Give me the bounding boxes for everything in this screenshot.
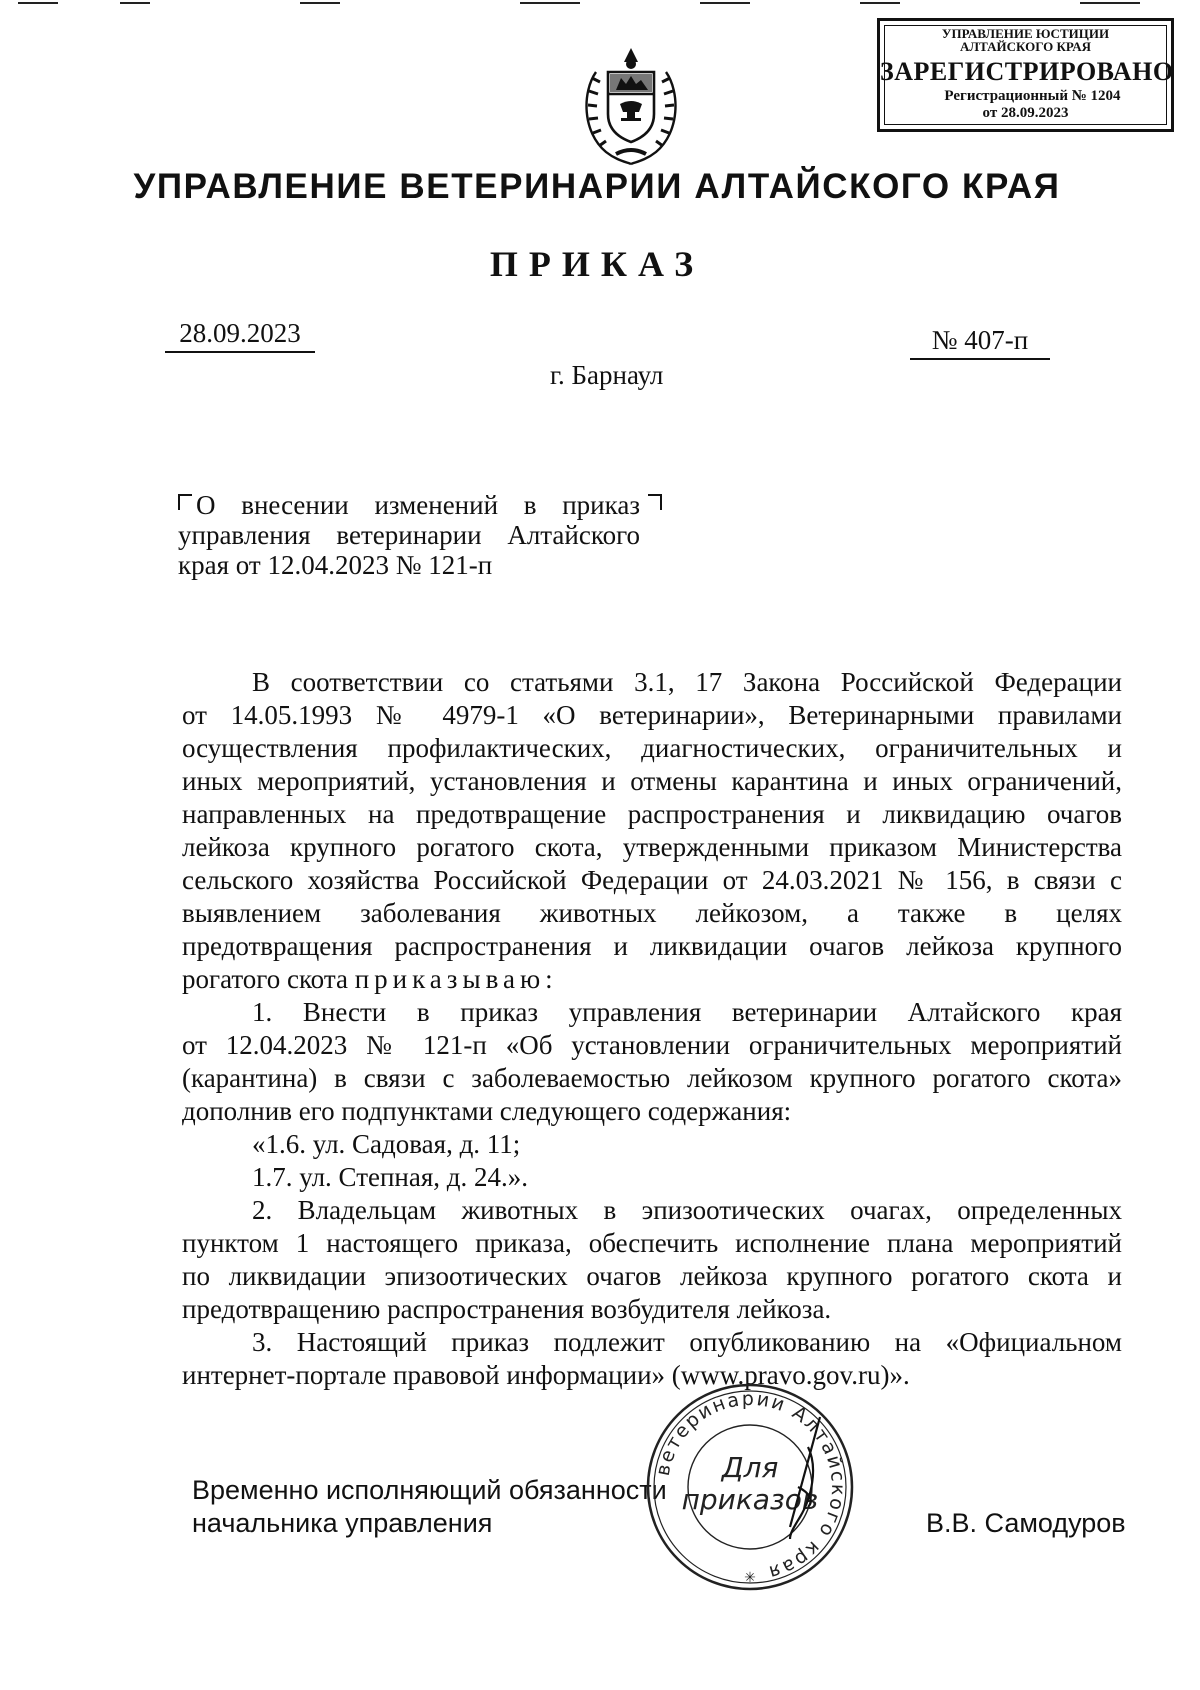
preamble-line: осуществления профилактических, диагностических, ограничительных и bbox=[182, 733, 1122, 763]
registration-status: ЗАРЕГИСТРИРОВАНО bbox=[880, 57, 1174, 86]
order-word: приказываю: bbox=[354, 964, 558, 994]
organization-title bbox=[0, 167, 1200, 207]
signer-position-line1: Временно исполняющий обязанности bbox=[192, 1475, 667, 1505]
item2-line: по ликвидации эпизоотических очагов лейкоза крупного рогатого скота и bbox=[182, 1261, 1122, 1291]
item1-subitem: «1.6. ул. Садовая, д. 11; bbox=[252, 1129, 521, 1159]
preamble-line: лейкоза крупного рогатого скота, утвержденными приказом Министерства bbox=[182, 832, 1122, 862]
item1-line: (карантина) в связи с заболеваемостью лейкозом крупного рогатого скота» bbox=[182, 1063, 1122, 1093]
preamble-line: иных мероприятий, установления и отмены карантина и иных ограничений, bbox=[182, 766, 1122, 796]
signature-scribble-icon bbox=[790, 1417, 820, 1539]
document-subject bbox=[178, 490, 668, 580]
subject-corner-left bbox=[178, 494, 192, 510]
preamble-line: направленных на предотвращение распространения и ликвидацию очагов bbox=[182, 799, 1122, 829]
item2-line: предотвращению распространения возбудителя лейкоза. bbox=[182, 1294, 832, 1324]
altai-krai-emblem-icon bbox=[576, 42, 686, 168]
preamble-last-line bbox=[182, 963, 1122, 996]
registration-number: Регистрационный № 1204 bbox=[944, 88, 1121, 104]
preamble-line: от 14.05.1993 № 4979-1 «О ветеринарии», Ветеринарными правилами bbox=[182, 700, 1122, 730]
organization-title-text: УПРАВЛЕНИЕ ВЕТЕРИНАРИИ АЛТАЙСКОГО КРАЯ bbox=[133, 167, 1061, 206]
item1-line: от 12.04.2023 № 121-п «Об установлении ограничительных мероприятий bbox=[182, 1030, 1122, 1060]
document-date: 28.09.2023 bbox=[165, 318, 315, 353]
seal-center-line1: Для bbox=[721, 1451, 779, 1484]
registration-authority-line1: УПРАВЛЕНИЕ ЮСТИЦИИ bbox=[941, 26, 1110, 41]
registration-authority-line2: АЛТАЙСКОГО КРАЯ bbox=[960, 39, 1091, 54]
justice-registration-stamp bbox=[877, 18, 1174, 132]
preamble-line: сельского хозяйства Российской Федерации от 24.03.2021 № 156, в связи с bbox=[182, 865, 1122, 895]
registration-date: от 28.09.2023 bbox=[982, 105, 1069, 121]
subject-line: края от 12.04.2023 № 121-п bbox=[178, 550, 493, 580]
subject-corner-right bbox=[648, 494, 662, 510]
preamble-line: В соответствии со статьями 3.1, 17 Закона Российской Федерации bbox=[252, 667, 1122, 697]
document-body bbox=[182, 666, 1122, 1392]
document-type bbox=[0, 243, 1200, 285]
preamble-end: рогатого скота bbox=[182, 964, 348, 994]
item3-line: интернет-портале правовой информации» (www.pravo.gov.ru)». bbox=[182, 1360, 910, 1390]
preamble-line: предотвращения распространения и ликвидации очагов лейкоза крупного bbox=[182, 931, 1122, 961]
item1-subitem: 1.7. ул. Степная, д. 24.». bbox=[252, 1162, 529, 1192]
item2-line: 2. Владельцам животных в эпизоотических очагах, определенных bbox=[252, 1195, 1122, 1225]
signer-name: В.В. Самодуров bbox=[926, 1508, 1126, 1538]
signer-position-line2: начальника управления bbox=[192, 1508, 493, 1538]
item1-line: 1. Внести в приказ управления ветеринарии Алтайского края bbox=[252, 997, 1122, 1027]
document-city: г. Барнаул bbox=[550, 360, 664, 390]
subject-line: О внесении изменений в приказ bbox=[196, 490, 640, 520]
item3-line: 3. Настоящий приказ подлежит опубликованию на «Официальном bbox=[252, 1327, 1122, 1357]
official-seal-stamp bbox=[640, 1377, 860, 1597]
item2-line: пунктом 1 настоящего приказа, обеспечить исполнение плана мероприятий bbox=[182, 1228, 1122, 1258]
signer-position bbox=[192, 1474, 667, 1540]
preamble-line: выявлением заболевания животных лейкозом, а также в целях bbox=[182, 898, 1122, 928]
seal-ring-text: ветеринарии Алтайского края bbox=[651, 1387, 850, 1584]
seal-star-icon: ✳ bbox=[744, 1570, 756, 1586]
document-type-text: ПРИКАЗ bbox=[489, 244, 705, 284]
document-number: № 407-п bbox=[910, 325, 1050, 360]
seal-center-line2: приказов bbox=[681, 1483, 819, 1516]
item1-line: дополнив его подпунктами следующего содержания: bbox=[182, 1096, 792, 1126]
scan-edge-marks bbox=[0, 0, 1200, 8]
subject-line: управления ветеринарии Алтайского bbox=[178, 520, 640, 550]
